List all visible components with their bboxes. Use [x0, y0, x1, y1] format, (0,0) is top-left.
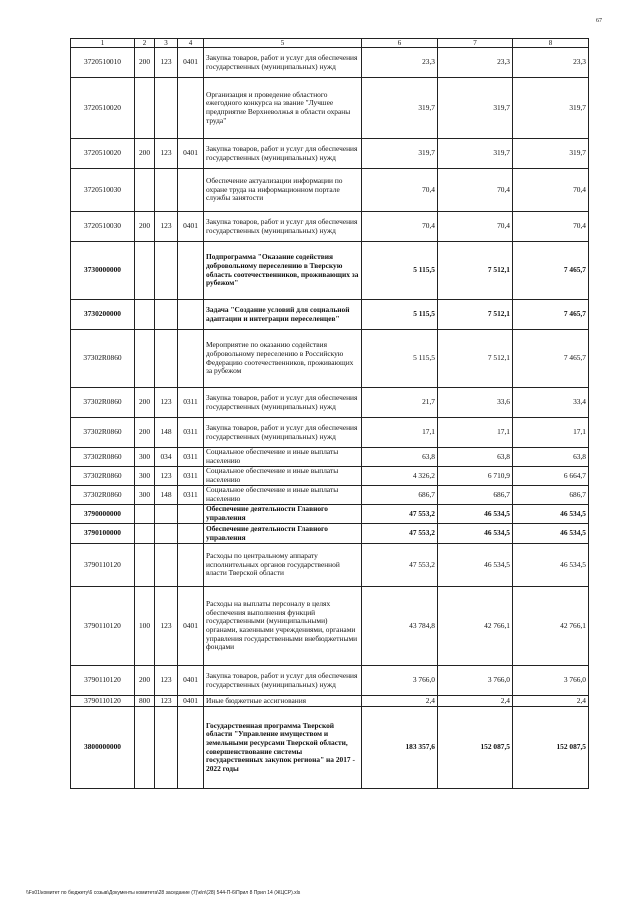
row-value-8: 46 534,5 [513, 505, 589, 524]
row-code: 37302R0860 [71, 388, 135, 418]
row-value-8: 46 534,5 [513, 544, 589, 587]
row-value-6: 2,4 [362, 696, 438, 707]
row-col3: 034 [155, 448, 178, 467]
row-description: Обеспечение деятельности Главного управления [204, 524, 362, 544]
row-col2: 200 [135, 388, 155, 418]
row-col3 [155, 505, 178, 524]
row-col2: 800 [135, 696, 155, 707]
header-cell: 2 [135, 39, 155, 48]
row-col3 [155, 707, 178, 789]
row-col3 [155, 544, 178, 587]
row-value-7: 7 512,1 [438, 330, 513, 388]
table-row [71, 696, 589, 707]
row-description: Задача "Создание условий для социальной адаптации и интеграции переселенцев" [204, 300, 362, 330]
row-description: Социальное обеспечение и иные выплаты населению [204, 448, 362, 467]
row-value-8: 70,4 [513, 169, 589, 212]
row-value-7: 42 766,1 [438, 587, 513, 666]
row-value-6: 70,4 [362, 169, 438, 212]
row-col4: 0401 [178, 696, 204, 707]
table-row [71, 587, 589, 666]
table-row [71, 139, 589, 169]
header-cell: 7 [438, 39, 513, 48]
row-value-6: 686,7 [362, 486, 438, 505]
row-code: 3720510030 [71, 212, 135, 242]
row-col2: 200 [135, 666, 155, 696]
row-code: 3790110120 [71, 587, 135, 666]
row-value-8: 23,3 [513, 48, 589, 78]
table-row [71, 48, 589, 78]
row-value-8: 17,1 [513, 418, 589, 448]
table-row [71, 242, 589, 300]
row-value-8: 3 766,0 [513, 666, 589, 696]
table-row [71, 505, 589, 524]
row-value-7: 46 534,5 [438, 505, 513, 524]
row-value-8: 686,7 [513, 486, 589, 505]
row-value-8: 2,4 [513, 696, 589, 707]
table-row [71, 212, 589, 242]
row-col4: 0311 [178, 418, 204, 448]
row-code: 3720510030 [71, 169, 135, 212]
row-value-8: 70,4 [513, 212, 589, 242]
row-value-6: 3 766,0 [362, 666, 438, 696]
row-col4: 0401 [178, 587, 204, 666]
row-value-7: 319,7 [438, 139, 513, 169]
row-value-6: 5 115,5 [362, 300, 438, 330]
row-col2 [135, 300, 155, 330]
row-value-7: 70,4 [438, 169, 513, 212]
row-code: 3720510020 [71, 139, 135, 169]
row-col4 [178, 300, 204, 330]
row-value-8: 319,7 [513, 139, 589, 169]
row-description: Закупка товаров, работ и услуг для обеспечения государственных (муниципальных) нужд [204, 139, 362, 169]
table-row [71, 78, 589, 139]
row-col2 [135, 330, 155, 388]
table-row [71, 666, 589, 696]
row-value-6: 63,8 [362, 448, 438, 467]
row-value-7: 686,7 [438, 486, 513, 505]
row-col2 [135, 707, 155, 789]
row-value-8: 63,8 [513, 448, 589, 467]
row-col4 [178, 544, 204, 587]
row-col2: 100 [135, 587, 155, 666]
row-value-6: 5 115,5 [362, 330, 438, 388]
row-value-7: 319,7 [438, 78, 513, 139]
row-value-8: 42 766,1 [513, 587, 589, 666]
row-col3 [155, 524, 178, 544]
row-col2 [135, 169, 155, 212]
row-description: Социальное обеспечение и иные выплаты населению [204, 486, 362, 505]
row-value-8: 33,4 [513, 388, 589, 418]
row-description: Закупка товаров, работ и услуг для обеспечения государственных (муниципальных) нужд [204, 666, 362, 696]
row-col4: 0311 [178, 388, 204, 418]
row-description: Закупка товаров, работ и услуг для обеспечения государственных (муниципальных) нужд [204, 418, 362, 448]
row-col4 [178, 505, 204, 524]
row-col3 [155, 78, 178, 139]
row-code: 3730000000 [71, 242, 135, 300]
row-description: Расходы на выплаты персоналу в целях обеспечения выполнения функций государственными (муниципальными) органами, казенными учреждениями, органами управления государственными внебюджетными фондами [204, 587, 362, 666]
row-value-6: 21,7 [362, 388, 438, 418]
row-code: 3720510010 [71, 48, 135, 78]
row-description: Закупка товаров, работ и услуг для обеспечения государственных (муниципальных) нужд [204, 212, 362, 242]
row-col4: 0311 [178, 448, 204, 467]
row-code: 3790100000 [71, 524, 135, 544]
row-code: 3790110120 [71, 544, 135, 587]
table-row [71, 388, 589, 418]
row-value-6: 319,7 [362, 78, 438, 139]
row-col2 [135, 505, 155, 524]
row-col3: 148 [155, 486, 178, 505]
header-row [71, 39, 589, 48]
header-cell: 6 [362, 39, 438, 48]
row-col4: 0401 [178, 48, 204, 78]
row-col3: 123 [155, 696, 178, 707]
table-row [71, 486, 589, 505]
table-row [71, 467, 589, 486]
row-col4 [178, 707, 204, 789]
row-col4 [178, 524, 204, 544]
row-value-8: 7 465,7 [513, 242, 589, 300]
row-col3 [155, 242, 178, 300]
table-row [71, 524, 589, 544]
row-description: Организация и проведение областного ежегодного конкурса на звание "Лучшее предприятие Верхневолжья в области охраны труда" [204, 78, 362, 139]
row-value-7: 63,8 [438, 448, 513, 467]
row-description: Государственная программа Тверской области "Управление имуществом и земельными ресурсами Тверской области, совершенствование системы государственных закупок региона" на 2017 - 2022 годы [204, 707, 362, 789]
row-value-7: 17,1 [438, 418, 513, 448]
row-value-7: 46 534,5 [438, 524, 513, 544]
row-col2: 200 [135, 48, 155, 78]
header-cell: 8 [513, 39, 589, 48]
row-value-6: 23,3 [362, 48, 438, 78]
row-col3: 123 [155, 467, 178, 486]
row-value-7: 23,3 [438, 48, 513, 78]
row-value-8: 7 465,7 [513, 330, 589, 388]
row-col2: 300 [135, 486, 155, 505]
budget-table [70, 38, 589, 789]
row-col4 [178, 78, 204, 139]
row-col4 [178, 242, 204, 300]
row-value-8: 6 664,7 [513, 467, 589, 486]
row-value-6: 4 326,2 [362, 467, 438, 486]
row-code: 3720510020 [71, 78, 135, 139]
row-value-6: 47 553,2 [362, 544, 438, 587]
row-code: 3790110120 [71, 666, 135, 696]
row-description: Подпрограмма "Оказание содействия добровольному переселению в Тверскую область соотечественников, проживающих за рубежом" [204, 242, 362, 300]
row-description: Расходы по центральному аппарату исполнительных органов государственной власти Тверской области [204, 544, 362, 587]
row-value-7: 7 512,1 [438, 242, 513, 300]
row-description: Закупка товаров, работ и услуг для обеспечения государственных (муниципальных) нужд [204, 388, 362, 418]
row-value-6: 47 553,2 [362, 505, 438, 524]
row-description: Иные бюджетные ассигнования [204, 696, 362, 707]
row-col3 [155, 330, 178, 388]
row-value-6: 17,1 [362, 418, 438, 448]
row-value-6: 319,7 [362, 139, 438, 169]
row-value-6: 5 115,5 [362, 242, 438, 300]
row-description: Социальное обеспечение и иные выплаты населению [204, 467, 362, 486]
row-col4: 0311 [178, 486, 204, 505]
row-description: Закупка товаров, работ и услуг для обеспечения государственных (муниципальных) нужд [204, 48, 362, 78]
table-row [71, 707, 589, 789]
row-col3: 148 [155, 418, 178, 448]
row-value-6: 183 357,6 [362, 707, 438, 789]
row-col3: 123 [155, 212, 178, 242]
row-col3: 123 [155, 139, 178, 169]
row-value-7: 46 534,5 [438, 544, 513, 587]
row-code: 37302R0860 [71, 448, 135, 467]
header-cell: 1 [71, 39, 135, 48]
row-col4: 0311 [178, 467, 204, 486]
row-value-6: 70,4 [362, 212, 438, 242]
row-col4: 0401 [178, 139, 204, 169]
row-value-6: 47 553,2 [362, 524, 438, 544]
row-col2: 300 [135, 448, 155, 467]
row-description: Мероприятие по оказанию содействия добровольному переселению в Российскую Федерацию соотечественников, проживающих за рубежом [204, 330, 362, 388]
row-col3 [155, 300, 178, 330]
row-code: 3730200000 [71, 300, 135, 330]
row-code: 37302R0860 [71, 418, 135, 448]
row-code: 3790000000 [71, 505, 135, 524]
table-row [71, 418, 589, 448]
row-value-7: 2,4 [438, 696, 513, 707]
table-row [71, 169, 589, 212]
row-col2: 200 [135, 139, 155, 169]
row-code: 3800000000 [71, 707, 135, 789]
table-row [71, 330, 589, 388]
row-value-8: 7 465,7 [513, 300, 589, 330]
row-code: 3790110120 [71, 696, 135, 707]
row-value-7: 6 710,9 [438, 467, 513, 486]
row-value-6: 43 784,8 [362, 587, 438, 666]
table-row [71, 544, 589, 587]
row-code: 37302R0860 [71, 330, 135, 388]
row-col3: 123 [155, 388, 178, 418]
row-description: Обеспечение деятельности Главного управления [204, 505, 362, 524]
row-col4 [178, 330, 204, 388]
row-value-8: 319,7 [513, 78, 589, 139]
row-description: Обеспечение актуализации информации по охране труда на информационном портале службы занятости [204, 169, 362, 212]
header-cell: 4 [178, 39, 204, 48]
header-cell: 3 [155, 39, 178, 48]
row-value-7: 70,4 [438, 212, 513, 242]
file-path-footer: \\Fs01\комитет по бюджету\6 созыв\Документы комитета\28 заседание (7)\к\п\(28) 544-П-6\Прил 8 Прил 14 (ЖЦСР).xls [26, 890, 301, 896]
row-value-7: 3 766,0 [438, 666, 513, 696]
row-value-7: 33,6 [438, 388, 513, 418]
row-col4 [178, 169, 204, 212]
row-col2 [135, 242, 155, 300]
row-code: 37302R0860 [71, 486, 135, 505]
row-code: 37302R0860 [71, 467, 135, 486]
row-col2: 200 [135, 212, 155, 242]
row-col2: 300 [135, 467, 155, 486]
header-cell: 5 [204, 39, 362, 48]
row-col2 [135, 78, 155, 139]
row-value-8: 152 087,5 [513, 707, 589, 789]
row-col2: 200 [135, 418, 155, 448]
row-col2 [135, 544, 155, 587]
row-col3: 123 [155, 48, 178, 78]
row-col4: 0401 [178, 212, 204, 242]
row-value-7: 7 512,1 [438, 300, 513, 330]
row-col3 [155, 169, 178, 212]
row-value-7: 152 087,5 [438, 707, 513, 789]
page-number: 67 [596, 18, 602, 24]
row-value-8: 46 534,5 [513, 524, 589, 544]
row-col3: 123 [155, 666, 178, 696]
row-col2 [135, 524, 155, 544]
table-row [71, 300, 589, 330]
row-col3: 123 [155, 587, 178, 666]
table-row [71, 448, 589, 467]
row-col4: 0401 [178, 666, 204, 696]
